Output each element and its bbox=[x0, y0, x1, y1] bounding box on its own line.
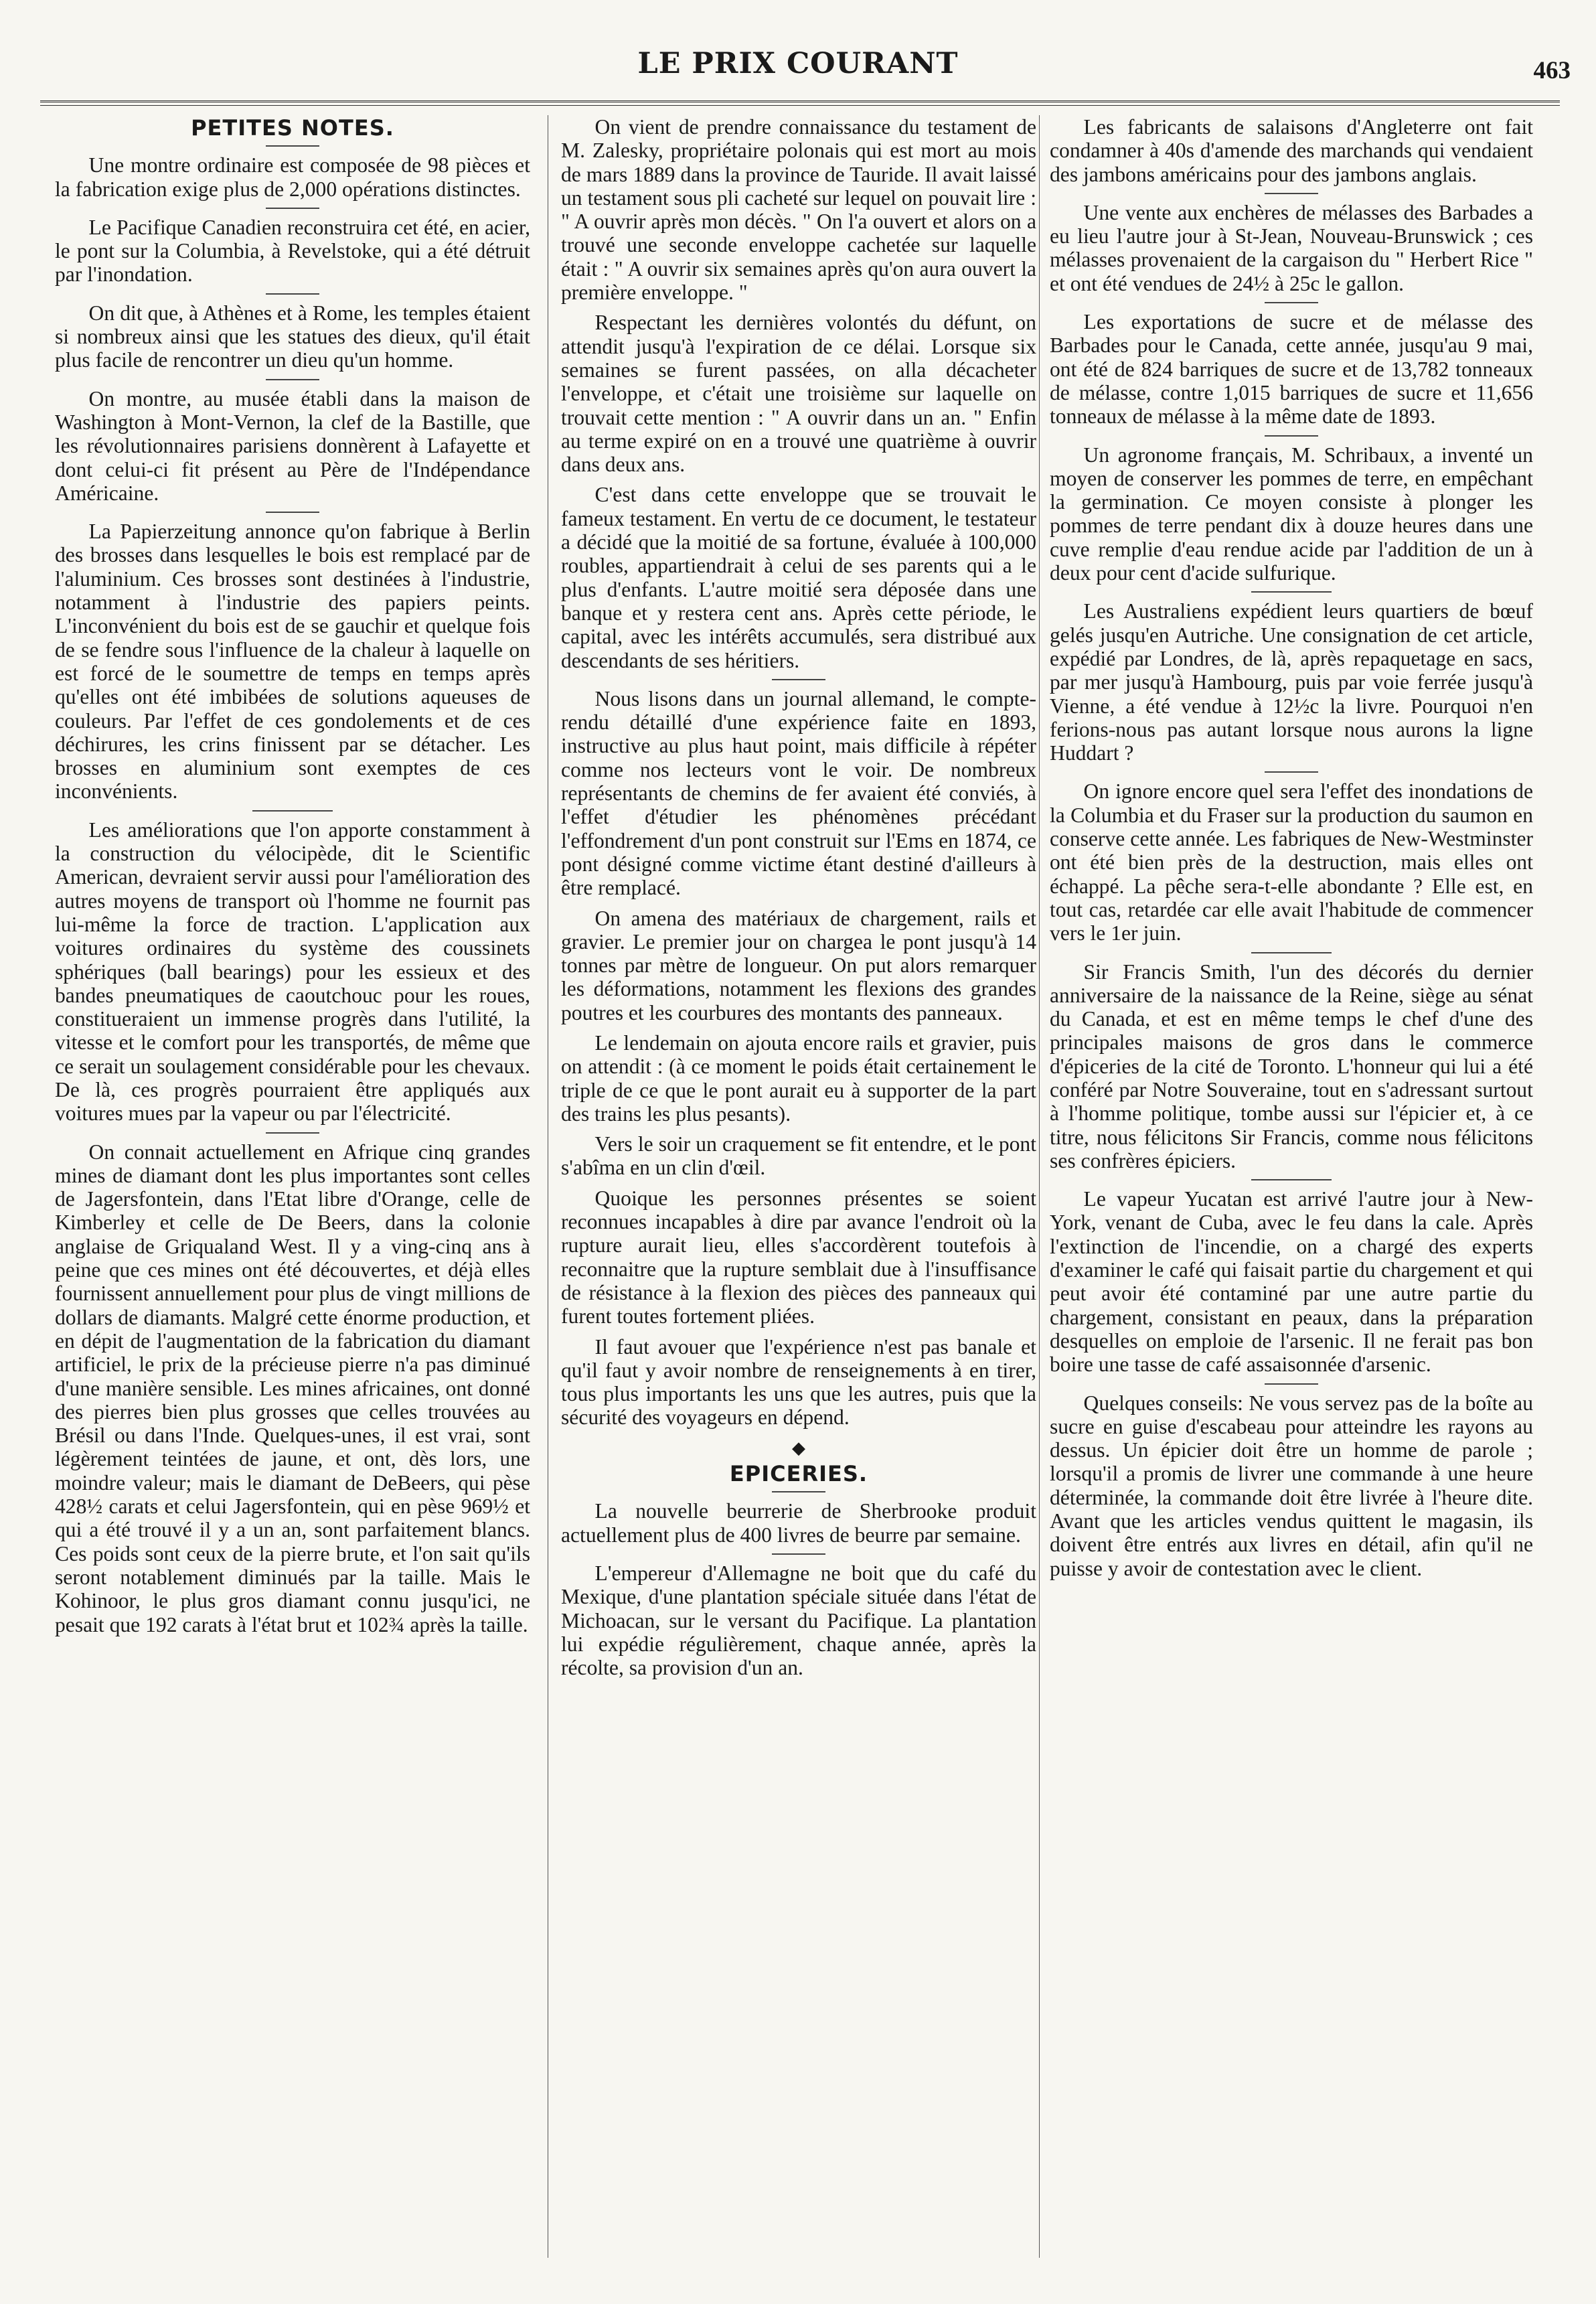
section-heading-epiceries: EPICERIES. bbox=[729, 1461, 868, 1487]
article-paragraph: La Papierzeitung annonce qu'on fabrique à Berlin des brosses dans lesquelles le bois est remplacé par de l'aluminium. Ces brosses sont destinées à l'industrie, notamment à l'industrie des papiers peints. L'inconvénient du bois est de se gauchir et quelque fois de se fendre sous l'influence de la chaleur à laquelle on est forcé de le soumettre de temps en temps après qu'elles ont été imbibées de solutions aqueuses de couleurs. Par l'effet de ces gondolements et de ces déchirures, les crins finissent par se détacher. Les brosses en aluminium sont exemptes de ces inconvénients. bbox=[55, 520, 530, 803]
article-paragraph: Sir Francis Smith, l'un des décorés du dernier anniversaire de la naissance de la Reine, siège au sénat du Canada, et est en même temps le chef d'une des principales maisons de gros dans le commerce d'épiceries de la cité de Toronto. L'honneur qui lui a été conféré par Notre Souveraine, tout en s'adressant surtout à l'homme politique, tombe aussi sur l'épicier et, à ce titre, nous félicitons Sir Francis, comme nous félicitons ses confrères épiciers. bbox=[1050, 959, 1533, 1172]
article-paragraph: Le Pacifique Canadien reconstruira cet été, en acier, le pont sur la Columbia, à Revelstoke, qui a été détruit par l'inondation. bbox=[55, 215, 530, 287]
separator bbox=[266, 208, 319, 209]
ornament-divider: ◆ bbox=[792, 1438, 805, 1458]
separator bbox=[1265, 771, 1318, 773]
separator bbox=[266, 379, 319, 380]
article-paragraph: C'est dans cette enveloppe que se trouvait le fameux testament. En vertu de ce document, le testateur a décidé que la moitié de sa fortune, évaluée à 100,000 roubles, appartiendrait à celui de ses parents qui a le plus d'enfants. L'autre moitié sera déposée dans une banque et y restera cent ans. Après cette période, le capital, avec les intérêts accumulés, sera distribué aux descendants de ses héritiers. bbox=[561, 483, 1036, 672]
column-1 bbox=[55, 115, 530, 2278]
article-paragraph: Les exportations de sucre et de mélasse des Barbades pour le Canada, cette année, jusqu'au 9 mai, ont été de 824 barriques de sucre et de 13,782 tonneaux de mélasse, contre 1,015 barriques de sucre et 11,656 tonneaux de mélasse à la même date de 1893. bbox=[1050, 310, 1533, 429]
article-paragraph: Nous lisons dans un journal allemand, le compte-rendu détaillé d'une expérience faite en 1893, instructive au plus haut point, mais difficile à répéter comme nos lecteurs vont le voir. De nombreux représentants de chemins de fer avaient été conviés, à l'effet d'étudier les phénomènes précédant l'effondrement d'un pont construit sur l'Ems en 1874, ce pont désigné comme victime étant destiné d'ailleurs à être remplacé. bbox=[561, 686, 1036, 900]
article-paragraph: Les améliorations que l'on apporte constamment à la construction du vélocipède, dit le Scientific American, devraient servir aussi pour l'amélioration des autres moyens de transport où l'homme ne fournit pas lui-même la force de traction. L'application aux voitures ordinaires du système des coussinets sphériques (ball bearings) pour les essieux et des bandes pneumatiques de caoutchouc pour les roues, constitueraient un immense progrès dans l'utilité, la vitesse et le comfort pour les transportés, de même que ce serait un soulagement considérable pour les chevaux. De là, ces progrès pourraient être appliqués aux voitures mues par la vapeur ou par l'électricité. bbox=[55, 818, 530, 1126]
separator bbox=[1265, 302, 1318, 303]
article-paragraph: Les Australiens expédient leurs quartiers de bœuf gelés jusqu'en Autriche. Une consignation de cet article, expédié par Londres, de là, après repaquetage en sacs, par mer jusqu'à Hambourg, puis par voie ferrée jusqu'à Vienne, a été vendue à 12½c la livre. Pourquoi n'en ferions-nous pas autant lorsque nous aurons la ligne Huddart ? bbox=[1050, 599, 1533, 765]
separator bbox=[1251, 1179, 1332, 1180]
separator bbox=[266, 512, 319, 513]
separator bbox=[1251, 591, 1332, 593]
article-paragraph: Une vente aux enchères de mélasses des Barbades a eu lieu l'autre jour à St-Jean, Nouveau-Brunswick ; ces mélasses provenaient de la cargaison du " Herbert Rice " et ont été vendues de 24½ à 25c le gallon. bbox=[1050, 200, 1533, 295]
article-paragraph: On vient de prendre connaissance du testament de M. Zalesky, propriétaire polonais qui est mort au mois de mars 1889 dans la province de Tauride. Il avait laissé un testament sous pli cacheté sur lequel on pouvait lire : " A ouvrir après mon décès. " On l'a ouvert et alors on a trouvé une seconde enveloppe cachetée sur laquelle était : " A ouvrir six semaines après qu'on aura ouvert la première enveloppe. " bbox=[561, 115, 1036, 305]
newspaper-title: LE PRIX COURANT bbox=[637, 47, 959, 80]
separator bbox=[266, 145, 319, 147]
article-paragraph: Le lendemain on ajouta encore rails et gravier, puis on attendit : (à ce moment le poids était certainement le triple de ce que le pont aurait eu à supporter de la part des trains les plus pesants). bbox=[561, 1030, 1036, 1126]
column-3 bbox=[1050, 115, 1533, 2278]
separator bbox=[772, 1491, 825, 1492]
separator bbox=[1265, 193, 1318, 194]
header-rule bbox=[40, 100, 1560, 106]
separator bbox=[1251, 952, 1332, 953]
separator bbox=[266, 293, 319, 295]
separator bbox=[1265, 435, 1318, 437]
article-paragraph: Quoique les personnes présentes se soient reconnues incapables à dire par avance l'endroit où la rupture aurait lieu, elles s'accordèrent toutefois à reconnaitre que la rupture semblait due à l'insuffisance de résistance à la flexion des pièces des panneaux qui furent toutes fortement pliées. bbox=[561, 1186, 1036, 1328]
column-divider-2 bbox=[1039, 115, 1040, 2258]
article-paragraph: On ignore encore quel sera l'effet des inondations de la Columbia et du Fraser sur la production du saumon en conserve cette année. Les fabriques de New-Westminster ont été bien près de la destruction, mais elles ont échappé. La pêche sera-t-elle abondante ? Elle est, en tout cas, retardée car elle avait l'habitude de commencer vers le 1er juin. bbox=[1050, 779, 1533, 945]
article-paragraph: Il faut avouer que l'expérience n'est pas banale et qu'il faut y avoir nombre de renseignements à en tirer, tous plus importants les uns que les autres, puis que la sécurité des voyageurs en dépend. bbox=[561, 1334, 1036, 1430]
page-header bbox=[0, 47, 1596, 94]
separator bbox=[252, 810, 333, 812]
article-paragraph: On dit que, à Athènes et à Rome, les temples étaient si nombreux ainsi que les statues des dieux, qu'il était plus facile de rencontrer un dieu qu'un homme. bbox=[55, 301, 530, 372]
article-paragraph: Respectant les dernières volontés du défunt, on attendit jusqu'à l'expiration de ce délai. Lorsque six semaines se furent passées, on alla décacheter l'enveloppe, et c'était une troisième sur laquelle on trouvait cette mention : " A ouvrir dans un an. " Enfin au terme expiré on en a trouvé une quatrième à ouvrir dans deux ans. bbox=[561, 311, 1036, 477]
section-heading-petites-notes: PETITES NOTES. bbox=[191, 115, 394, 141]
article-paragraph: Le vapeur Yucatan est arrivé l'autre jour à New-York, venant de Cuba, avec le feu dans la cale. Après l'extinction de l'incendie, on a chargé des experts d'examiner le café qui faisait partie du chargement et qui peut avoir été contaminé par une autre partie du chargement, consistant en peaux, dans la préparation desquelles on emploie de l'arsenic. Il ne ferait pas bon boire une tasse de café assaisonnée d'arsenic. bbox=[1050, 1187, 1533, 1377]
article-paragraph: La nouvelle beurrerie de Sherbrooke produit actuellement plus de 400 livres de beurre par semaine. bbox=[561, 1499, 1036, 1547]
separator bbox=[266, 1132, 319, 1134]
article-paragraph: Quelques conseils: Ne vous servez pas de la boîte au sucre en guise d'escabeau pour atteindre les rayons au dessus. Un épicier doit être un homme de parole ; lorsqu'il a promis de livrer une commande à une heure déterminée, la commande doit être livrée à l'heure dite. Avant que les articles vendus quittent le magasin, ils doivent être entrés aux livres en détail, afin qu'il ne puisse y avoir de contestation avec le client. bbox=[1050, 1391, 1533, 1580]
separator bbox=[1265, 1383, 1318, 1385]
article-paragraph: L'empereur d'Allemagne ne boit que du café du Mexique, d'une plantation spéciale située dans l'état de Michoacan, sur le versant du Pacifique. La plantation lui expédie régulièrement, chaque année, après la récolte, sa provision d'un an. bbox=[561, 1561, 1036, 1680]
article-paragraph: On connait actuellement en Afrique cinq grandes mines de diamant dont les plus importantes sont celles de Jagersfontein, dans l'Etat libre d'Orange, celle de Kimberley et celle de De Beers, dans la colonie anglaise de Griqualand West. Il y a ving-cinq ans à peine que ces mines ont été découvertes, et déjà elles fournissent annuellement pour plus de vingt millions de dollars de diamants. Malgré cette énorme production, et en dépit de l'augmentation de la fabrication du diamant artificiel, le prix de la précieuse pierre n'a pas diminué d'une manière sensible. Les mines africaines, ont donné des pierres bien plus grosses que celles trouvées au Brésil ou dans l'Inde. Quelques-unes, il est vrai, sont légèrement teintées de jaune, et ont, dès lors, une moindre valeur; mais le diamant de DeBeers, qui pèse 428½ carats et celui Jagersfontein, qui en pèse 969½ et qui a été trouvé il y a un an, sont parfaitement blancs. Ces poids sont ceux de la pierre brute, et l'on sait qu'ils seront notablement diminués par la taille. Mais le Kohinoor, le plus gros diamant connu jusqu'ici, ne pesait que 192 carats à l'état brut et 102¾ après la taille. bbox=[55, 1140, 530, 1636]
article-paragraph: Un agronome français, M. Schribaux, a inventé un moyen de conserver les pommes de terre, en empêchant la germination. Ce moyen consiste à plonger les pommes de terre pendant dix à douze heures dans une cuve remplie d'eau rendue acide par l'addition de un à deux pour cent d'acide sulfurique. bbox=[1050, 443, 1533, 585]
column-2 bbox=[561, 115, 1036, 2278]
article-paragraph: On montre, au musée établi dans la maison de Washington à Mont-Vernon, la clef de la Bastille, que les révolutionnaires parisiens donnèrent à Lafayette et dont celui-ci fit présent au Père de l'Indépendance Américaine. bbox=[55, 386, 530, 505]
article-paragraph: Vers le soir un craquement se fit entendre, et le pont s'abîma en un clin d'œil. bbox=[561, 1132, 1036, 1180]
article-paragraph: Les fabricants de salaisons d'Angleterre ont fait condamner à 40s d'amende des marchands qui vendaient des jambons américains pour des jambons anglais. bbox=[1050, 115, 1533, 186]
article-paragraph: On amena des matériaux de chargement, rails et gravier. Le premier jour on chargea le pont jusqu'à 14 tonnes par mètre de longueur. On put alors remarquer les déformations, notamment les flexions des grandes poutres et les courbures des montants des panneaux. bbox=[561, 906, 1036, 1024]
separator bbox=[772, 679, 825, 680]
page-number: 463 bbox=[1533, 57, 1571, 84]
article-paragraph: Une montre ordinaire est composée de 98 pièces et la fabrication exige plus de 2,000 opérations distinctes. bbox=[55, 153, 530, 201]
separator bbox=[772, 1553, 825, 1555]
